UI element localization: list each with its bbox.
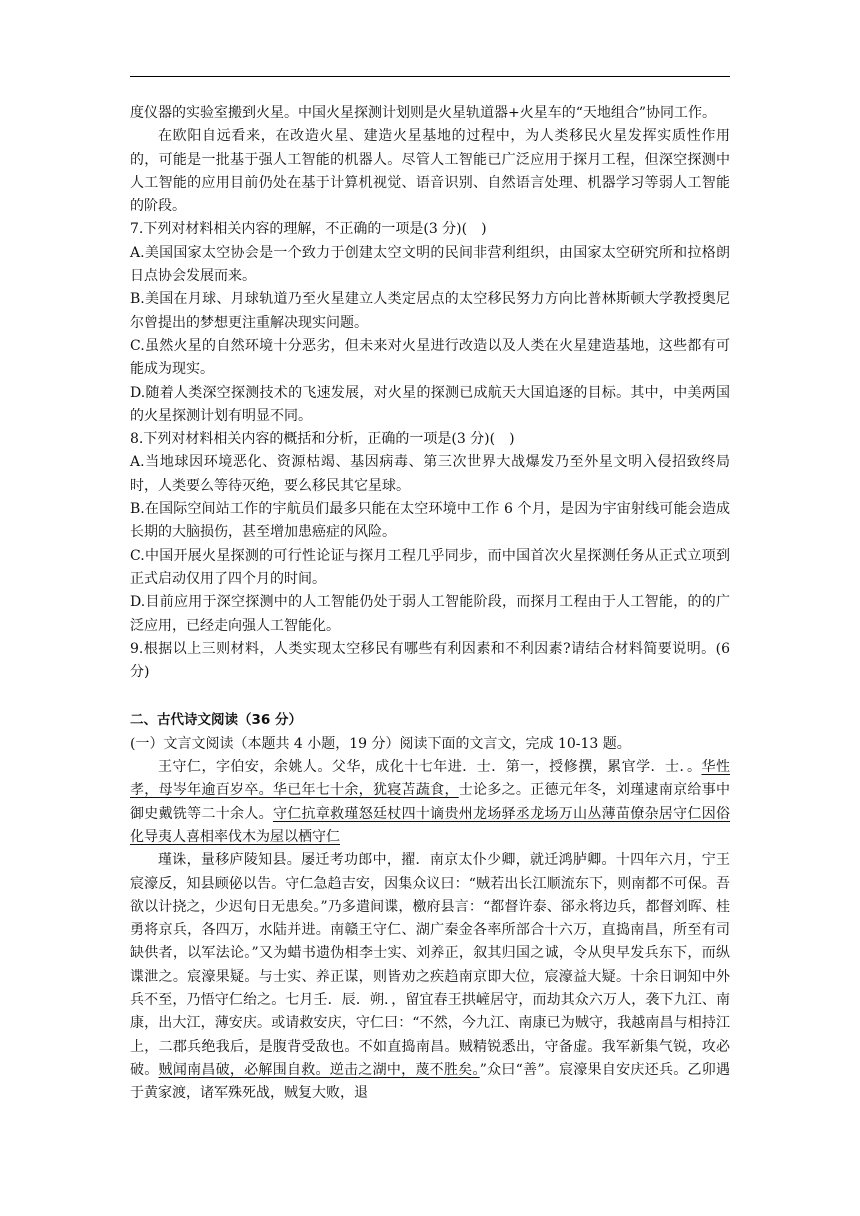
- question-8-option-c: C.中国开展火星探测的可行性论证与探月工程几乎同步，而中国首次火星探测任务从正式立项到正式启动仅用了四个月的时间。: [130, 547, 730, 587]
- section-gap: [130, 684, 730, 709]
- paragraph-2-text-b: ”众曰“善”。宸濠果自安庆还兵。乙卯遇于黄家渡，诸军殊死战，贼复大败，退: [130, 1061, 731, 1102]
- question-8-option-a: A.当地球因环境恶化、资源枯竭、基因病毒、第三次世界大战爆发乃至外星文明入侵招致终局时，人类要么等待灭绝，要么移民其它星球。: [130, 454, 730, 494]
- paragraph-1-text-b: 士论多之。正德元年冬，刘瑾逮南京给事中御史戴铣等二十余人。: [130, 782, 731, 822]
- question-7-stem: 7.下列对材料相关内容的理解，不正确的一项是(3 分)( ): [130, 221, 487, 238]
- question-8-stem: 8.下列对材料相关内容的概括和分析，正确的一项是(3 分)( ): [130, 431, 515, 448]
- material-paragraph-continued: 度仪器的实验室搬到火星。中国火星探测计划则是火星轨道器+火星车的“天地组合”协同工作。: [130, 105, 717, 121]
- section-2-heading: 二、古代诗文阅读（36 分）: [130, 712, 302, 729]
- material-paragraph-ouyang: 在欧阳自远看来，在改造火星、建造火星基地的过程中，为人类移民火星发挥实质性作用的，可能是一批基于强人工智能的机器人。尽管人工智能已广泛应用于探月工程，但深空探测中人工智能的应用目前仍处在基于计算机视觉、语音识别、自然语言处理、机器学习等弱人工智能的阶段。: [130, 128, 730, 215]
- question-7-option-b: B.美国在月球、月球轨道乃至火星建立人类定居点的太空移民努力方向比普林斯顿大学教授奥尼尔曾提出的梦想更注重解决现实问题。: [130, 291, 730, 331]
- document-page: [130, 102, 730, 1105]
- paragraph-1-text-a: 王守仁，字伯安，余姚人。父华，成化十七年进．士．第一，授修撰，累官学．士．。: [158, 759, 702, 776]
- underlined-sentence-1: 华性孝，母岑年逾百岁卒。华已年七十余，犹寝苫蔬食，: [130, 759, 731, 799]
- question-9-stem: 9.根据以上三则材料，人类实现太空移民有哪些有利因素和不利因素?请结合材料简要说明。(6 分): [130, 640, 730, 681]
- question-7-option-a: A.美国国家太空协会是一个致力于创建太空文明的民间非营利组织，由国家太空研究所和拉格朗日点协会发展而来。: [130, 244, 730, 285]
- paragraph-2-text-a: 瑾诛，量移庐陵知县。屡迁考功郎中，擢．南京太仆少卿，就迁鸿胪卿。十四年六月，宁王宸濠反，知县顾佖以告。守仁急趋吉安，因集众议曰：“贼若出长江顺流东下，则南都不可保。吾欲以计挠之，少迟旬日无患矣。”乃多遣间谍，檄府县言：“都督许泰、郤永将边兵，都督刘晖、桂勇将京兵，各四万，水陆并进。南赣王守仁、湖广秦金各率所部合十六万，直捣南昌，所至有司缺供者，以军法论。”又为蜡书遗伪相李士实、刘养正，叙其归国之诚，令从臾早发兵东下，而纵谍泄之。宸濠果疑。与士实、养正谋，则皆劝之疾趋南京即大位，宸濠益大疑。十余日诇知中外兵不至，乃悟守仁绐之。七月壬．辰．朔．，留宜春王拱嵼居守，而劫其众六万人，袭下九江、南康，出大江，薄安庆。或请救安庆，守仁曰：“不然，今九江、南康已为贼守，我越南昌与相持江上，二郡兵绝我后，是腹背受敌也。不如直捣南昌。贼精锐悉出，守备虚。我军新集气锐，攻必破。: [130, 852, 730, 1078]
- question-8-option-b: B.在国际空间站工作的宇航员们最多只能在太空环境中工作 6 个月，是因为宇宙射线可能会造成长期的大脑损伤，甚至增加患癌症的风险。: [130, 501, 730, 541]
- question-8-option-d: D.目前应用于深空探测中的人工智能仍处于弱人工智能阶段，而探月工程由于人工智能，的的广泛应用，已经走向强人工智能化。: [130, 594, 730, 634]
- question-7-option-d: D.随着人类深空探测技术的飞速发展，对火星的探测已成航天大国追逐的目标。其中，中美两国的火星探测计划有明显不同。: [130, 384, 730, 424]
- classical-text-paragraph-2: [130, 849, 730, 1105]
- question-7-option-c: C.虽然火星的自然环境十分恶劣，但未来对火星进行改造以及人类在火星建造基地，这些都有可能成为现实。: [130, 337, 730, 378]
- classical-text-paragraph-1: [130, 756, 730, 849]
- header-rule: [130, 76, 730, 77]
- underlined-sentence-2: 守仁抗章救瑾怒廷杖四十谪贵州龙场驿丞龙场万山丛薄苗僚杂居守仁因俗化导夷人喜相率伐木为屋以栖守仁: [130, 805, 731, 845]
- section-2-subheading: (一）文言文阅读（本题共 4 小题，19 分）阅读下面的文言文，完成 10-13 题。: [130, 735, 631, 752]
- underlined-sentence-3: 贼闻南昌破，必解围自救。逆击之湖中，蔑不胜矣。: [158, 1061, 480, 1078]
